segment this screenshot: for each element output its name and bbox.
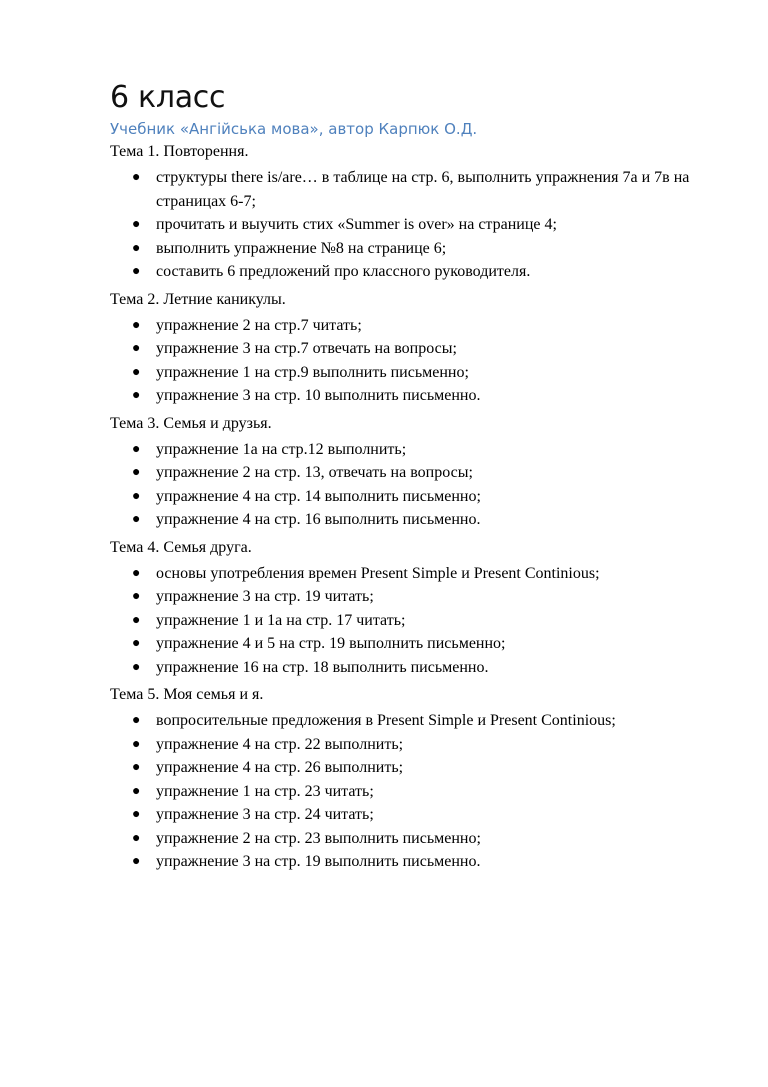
list-item-text: упражнение 2 на стр. 23 выполнить письменно; — [156, 829, 481, 847]
topic-section — [110, 683, 700, 874]
bullet-dot-icon: ● — [132, 760, 141, 775]
bullet-dot-icon: ● — [132, 512, 141, 527]
topic-section — [110, 536, 700, 680]
bullet-dot-icon: ● — [132, 341, 141, 356]
list-item-text: упражнение 1 на стр. 23 читать; — [156, 782, 374, 800]
bullet-dot-icon: ● — [132, 488, 141, 504]
list-item-text: прочитать и выучить стих «Summer is over» на странице 4; — [156, 216, 557, 233]
list-item-text: упражнение 4 на стр. 22 выполнить; — [156, 735, 404, 753]
list-item-text: упражнение 16 на стр. 18 выполнить письменно. — [156, 658, 489, 676]
list-item — [110, 508, 700, 532]
list-item-text: упражнение 3 на стр. 24 читать; — [156, 806, 374, 823]
topic-heading: Тема 2. Летние каникулы. — [110, 290, 286, 308]
document-content — [110, 78, 700, 874]
list-item — [110, 827, 700, 851]
assignment-list — [110, 438, 700, 532]
list-item — [110, 609, 700, 633]
list-item — [110, 780, 700, 804]
topic-heading: Тема 1. Повторення. — [110, 143, 249, 160]
bullet-dot-icon: ● — [132, 589, 141, 604]
assignment-list — [110, 562, 700, 680]
list-item-text: упражнение 1а на стр.12 выполнить; — [156, 440, 407, 458]
bullet-dot-icon: ● — [132, 240, 141, 256]
list-item-text: упражнение 3 на стр. 10 выполнить письменно. — [156, 387, 481, 404]
bullet-dot-icon: ● — [132, 636, 141, 651]
list-item — [110, 632, 700, 656]
list-item — [110, 260, 700, 284]
bullet-dot-icon: ● — [132, 565, 141, 581]
list-item-text: упражнение 4 на стр. 26 выполнить; — [156, 759, 404, 776]
bullet-dot-icon: ● — [132, 659, 141, 675]
list-item — [110, 656, 700, 680]
list-item — [110, 485, 700, 509]
list-item — [110, 850, 700, 874]
list-item — [110, 237, 700, 261]
topic-heading: Тема 3. Семья и друзья. — [110, 414, 272, 432]
list-item-text: упражнение 3 на стр. 19 выполнить письменно. — [156, 853, 481, 870]
list-item-text: упражнение 4 на стр. 16 выполнить письменно. — [156, 511, 481, 528]
list-item — [110, 166, 700, 213]
bullet-dot-icon: ● — [132, 465, 141, 480]
bullet-dot-icon: ● — [132, 736, 141, 752]
list-item-text: упражнение 4 на стр. 14 выполнить письменно; — [156, 487, 481, 505]
assignment-list — [110, 166, 700, 284]
bullet-dot-icon: ● — [132, 441, 141, 457]
list-item-text: основы употребления времен Present Simple и Present Continious; — [156, 564, 600, 582]
list-item-text: упражнение 3 на стр.7 отвечать на вопросы; — [156, 340, 457, 357]
bullet-dot-icon: ● — [132, 807, 141, 822]
page-title: 6 класс — [110, 80, 226, 115]
list-item — [110, 384, 700, 408]
list-item-text: выполнить упражнение №8 на странице 6; — [156, 239, 447, 257]
list-item — [110, 461, 700, 485]
topic-section — [110, 140, 700, 284]
list-item-text: упражнение 3 на стр. 19 читать; — [156, 588, 374, 605]
list-item-text: вопросительные предложения в Present Simple и Present Continious; — [156, 712, 616, 729]
textbook-subtitle: Учебник «Ангійська мова», автор Карпюк О.Д. — [110, 120, 478, 138]
list-item — [110, 314, 700, 338]
bullet-dot-icon: ● — [132, 388, 141, 403]
list-item-text: упражнение 1 на стр.9 выполнить письменно; — [156, 363, 469, 381]
list-item — [110, 337, 700, 361]
list-item — [110, 585, 700, 609]
list-item — [110, 562, 700, 586]
bullet-dot-icon: ● — [132, 854, 141, 869]
list-item — [110, 803, 700, 827]
list-item — [110, 756, 700, 780]
list-item-text: упражнение 4 и 5 на стр. 19 выполнить письменно; — [156, 635, 506, 652]
bullet-dot-icon: ● — [132, 713, 141, 728]
topic-heading: Тема 4. Семья друга. — [110, 538, 252, 556]
topic-section — [110, 288, 700, 408]
list-item — [110, 361, 700, 385]
list-item-text: упражнение 1 и 1а на стр. 17 читать; — [156, 611, 406, 629]
list-item-text: упражнение 2 на стр. 13, отвечать на вопросы; — [156, 464, 473, 481]
list-item-text: составить 6 предложений про классного руководителя. — [156, 263, 531, 280]
assignment-list — [110, 314, 700, 408]
bullet-dot-icon: ● — [132, 264, 141, 279]
list-item — [110, 213, 700, 237]
topic-heading: Тема 5. Моя семья и я. — [110, 686, 264, 703]
bullet-dot-icon: ● — [132, 612, 141, 628]
topic-section — [110, 412, 700, 532]
bullet-dot-icon: ● — [132, 317, 141, 333]
list-item — [110, 438, 700, 462]
assignment-list — [110, 709, 700, 874]
list-item-text: структуры there is/are… в таблице на стр. 6, выполнить упражнения 7а и 7в на страницах 6-7; — [156, 169, 690, 210]
bullet-dot-icon: ● — [132, 217, 141, 232]
bullet-dot-icon: ● — [132, 783, 141, 799]
list-item-text: упражнение 2 на стр.7 читать; — [156, 316, 362, 334]
list-item — [110, 733, 700, 757]
bullet-dot-icon: ● — [132, 364, 141, 380]
bullet-dot-icon: ● — [132, 830, 141, 846]
list-item — [110, 709, 700, 733]
bullet-dot-icon: ● — [132, 170, 141, 185]
